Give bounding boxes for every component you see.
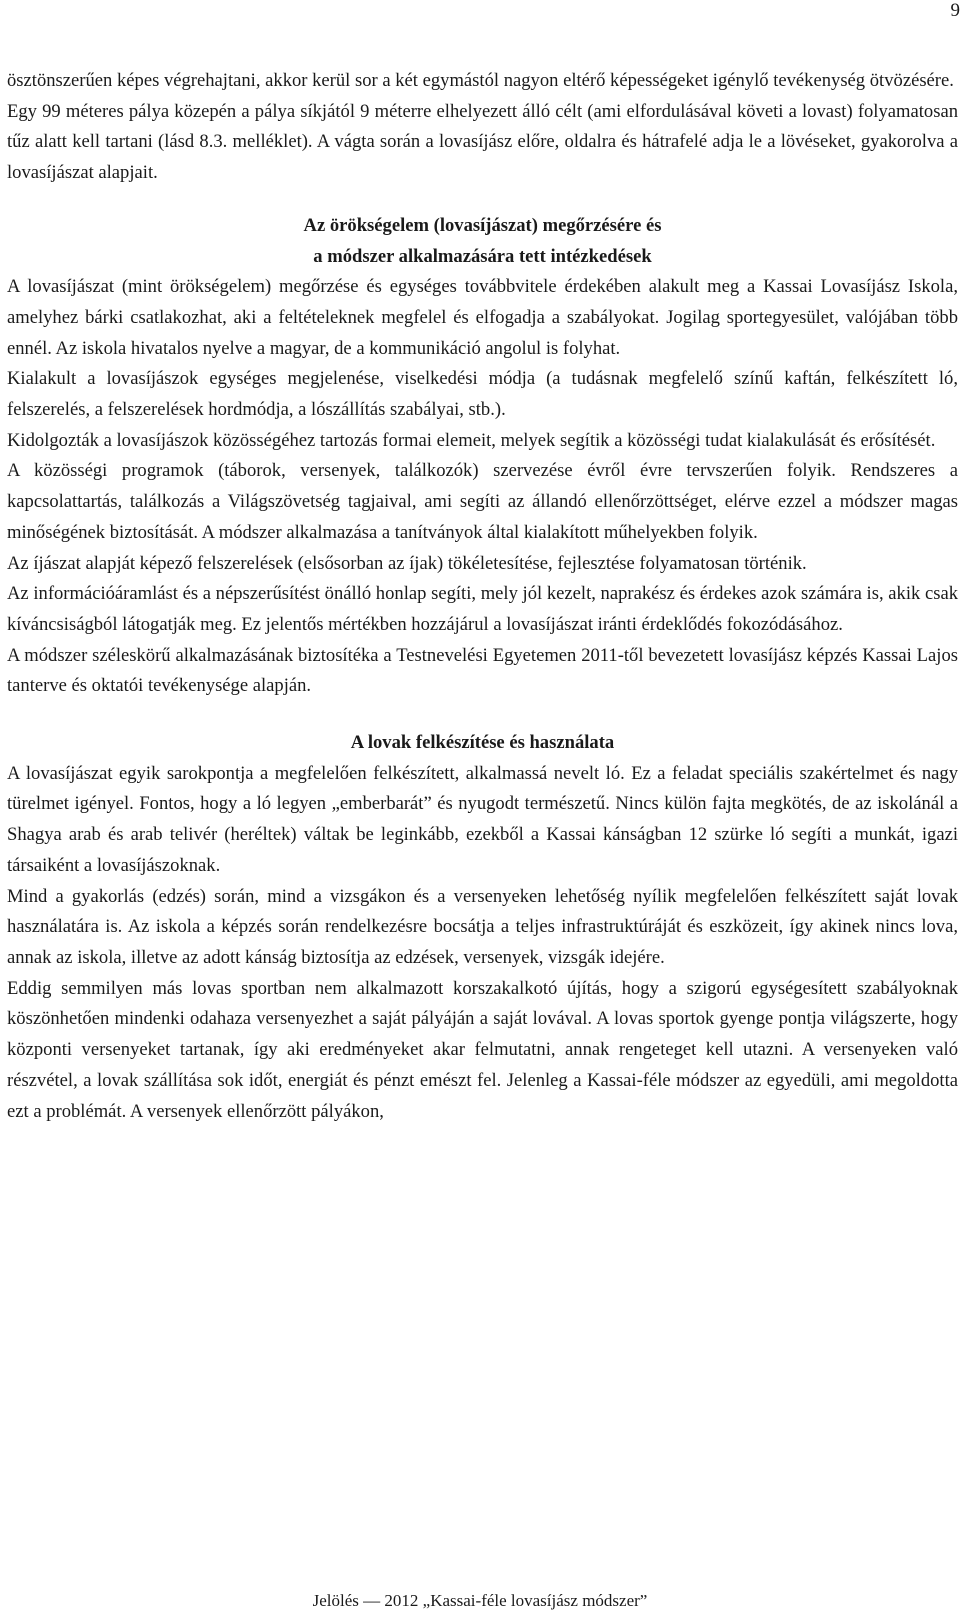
section1-paragraph: Kidolgozták a lovasíjászok közösségéhez tartozás formai elemeit, melyek segítik a közösségi tudat kialakulását és erősítését. xyxy=(7,429,936,451)
intro-paragraph-1: ösztönszerűen képes végrehajtani, akkor kerül sor a két egymástól nagyon eltérő képességeket igénylő tevékenység ötvözésére. xyxy=(7,70,954,91)
section2-paragraph: Eddig semmilyen más lovas sportban nem alkalmazott korszakalkotó újítás, hogy a szigorú egységesített szabályoknak köszönhetően mindenki odahaza versenyezhet a saját pályáján a saját lovával. A lovas sportok gyenge pontja világszerte, hogy központi versenyeket tartanak, így aki eredményeket akar felmutatni, annak rengeteget kell utazni. A versenyeken való részvétel, a lovak szállítása sok időt, energiát és pénzt emészt fel. Jelenleg a Kassai-féle módszer az egyedüli, ami megoldotta ezt a problémát. A versenyek ellenőrzött pályákon, xyxy=(7,977,958,1122)
section1-paragraph: A közösségi programok (táborok, versenyek, találkozók) szervezése évről évre tervszerűen folyik. Rendszeres a kapcsolattartás, találkozás a Világszövetség tagjaival, ami segíti az állandó ellenőrzöttséget, elérve ezzel a módszer magas minőségének biztosítását. A módszer alkalmazása a tanítványok által kialakított műhelyekben folyik. xyxy=(7,460,958,543)
section1-paragraph: Az íjászat alapját képező felszerelések (elsősorban az íjak) tökéletesítése, fejlesztése folyamatosan történik. xyxy=(7,552,807,574)
section1-paragraph: A módszer széleskörű alkalmazásának biztosítéka a Testnevelési Egyetemen 2011-től bevezetett lovasíjász képzés Kassai Lajos tanterve és oktatói tevékenysége alapján. xyxy=(7,644,958,697)
page-footer: Jelölés — 2012 „Kassai-féle lovasíjász módszer” xyxy=(312,1591,648,1610)
intro-paragraph-2: Egy 99 méteres pálya közepén a pálya síkjától 9 méterre elhelyezett álló célt (ami elfordulásával követi a lovast) folyamatosan tűz alatt kell tartani (lásd 8.3. melléklet). A vágta során a lovasíjász előre, oldalra és hátrafelé adja le a lövéseket, gyakorolva a lovasíjászat alapjait. xyxy=(7,100,958,184)
section-heading-line-2: a módszer alkalmazására tett intézkedések xyxy=(313,245,652,267)
page-body xyxy=(7,66,958,1127)
page-number: 9 xyxy=(950,0,960,21)
section2-heading: A lovak felkészítése és használata xyxy=(350,732,615,754)
section-heading-line-1: Az örökségelem (lovasíjászat) megőrzésére és xyxy=(303,214,662,236)
section1-paragraph: Kialakult a lovasíjászok egységes megjelenése, viselkedési módja (a tudásnak megfelelő színű kaftán, felkészített ló, felszerelés, a felszerelések hordmódja, a lószállítás szabályai, stb.). xyxy=(7,368,958,421)
section2-paragraph: Mind a gyakorlás (edzés) során, mind a vizsgákon és a versenyeken lehetőség nyílik megfelelően felkészített saját lovak használatára is. Az iskola a képzés során rendelkezésre bocsátja a teljes infrastruktúráját és eszközeit, így akinek nincs lova, annak az iskola, illetve az adott kánság biztosítja az edzések, versenyek, vizsgák idejére. xyxy=(7,885,958,968)
section1-paragraph: A lovasíjászat (mint örökségelem) megőrzése és egységes továbbvitele érdekében alakult meg a Kassai Lovasíjász Iskola, amelyhez bárki csatlakozhat, aki a feltételeknek megfelel és elfogadja a szabályokat. Jogilag sportegyesület, valójában több ennél. Az iskola hivatalos nyelve a magyar, de a kommunikáció angolul is folyhat. xyxy=(7,276,958,359)
section2-paragraph: A lovasíjászat egyik sarokpontja a megfelelően felkészített, alkalmassá nevelt ló. Ez a feladat speciális szakértelmet és nagy türelmet igényel. Fontos, hogy a ló legyen „emberbarát” és nyugodt természetű. Nincs külön fajta megkötés, de az iskolánál a Shagya arab és arab telivér (heréltek) váltak be leginkább, ezekből a Kassai kánságban 12 szürke ló segíti a munkát, igazi társaiként a lovasíjászoknak. xyxy=(7,762,958,876)
section1-paragraph: Az információáramlást és a népszerűsítést önálló honlap segíti, mely jól kezelt, naprakész és érdekes azok számára is, akik csak kíváncsiságból látogatják meg. Ez jelentős mértékben hozzájárul a lovasíjászat iránti érdeklődés fokozódásához. xyxy=(7,583,958,635)
